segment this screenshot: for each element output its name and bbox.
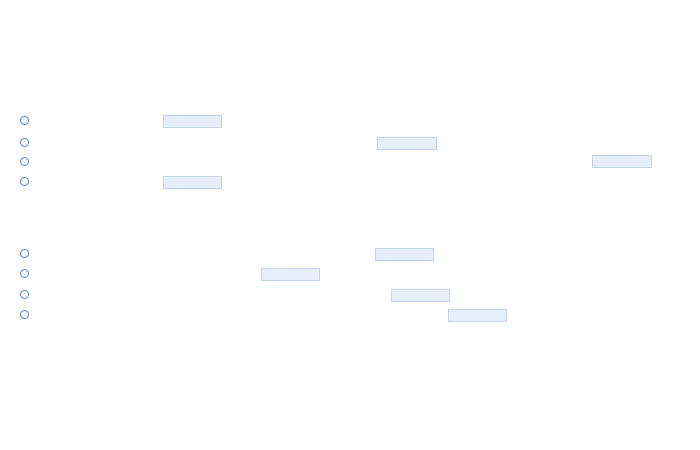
part-b-radio-d[interactable] xyxy=(20,310,29,319)
part-a-answer-box-d[interactable] xyxy=(163,176,222,189)
part-a-radio-d[interactable] xyxy=(20,177,29,186)
part-b-radio-b[interactable] xyxy=(20,269,29,278)
part-b-answer-box-a[interactable] xyxy=(375,248,434,261)
part-b-answer-box-d[interactable] xyxy=(448,309,507,322)
part-a-answer-box-c[interactable] xyxy=(592,155,652,168)
part-b-answer-box-b[interactable] xyxy=(261,268,320,281)
part-a-radio-c[interactable] xyxy=(20,157,29,166)
part-a-radio-a[interactable] xyxy=(20,116,29,125)
part-a-answer-box-b[interactable] xyxy=(377,137,437,150)
part-b-radio-a[interactable] xyxy=(20,249,29,258)
part-a-answer-box-a[interactable] xyxy=(163,115,222,128)
part-b-answer-box-c[interactable] xyxy=(391,289,450,302)
part-b-radio-c[interactable] xyxy=(20,290,29,299)
part-a-radio-b[interactable] xyxy=(20,138,29,147)
